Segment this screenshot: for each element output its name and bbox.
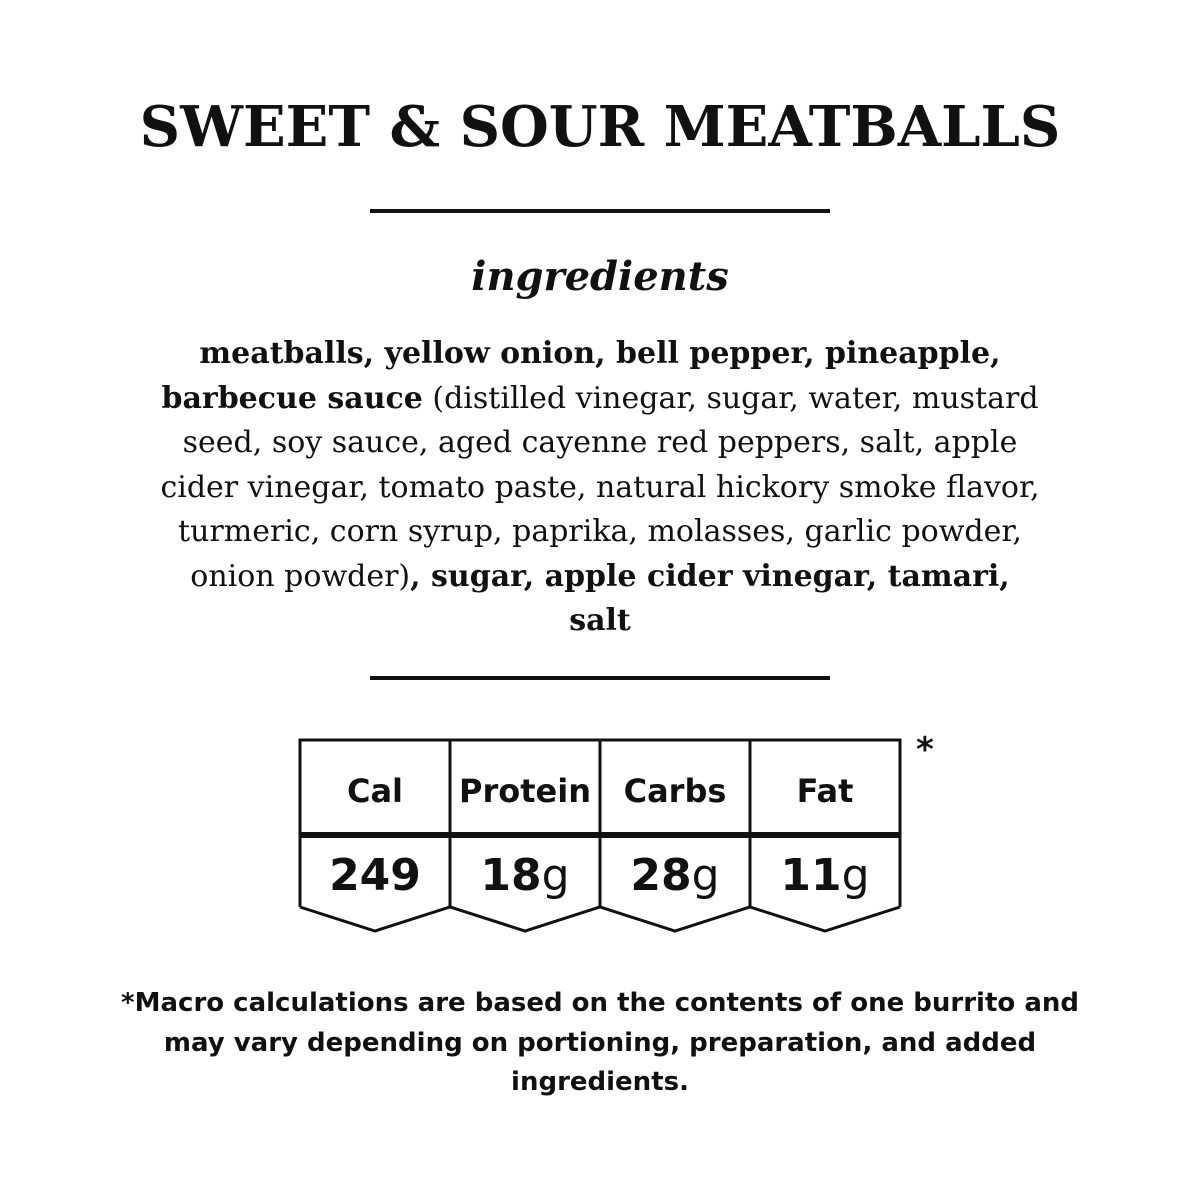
macro-label-carbs: Carbs <box>623 772 727 810</box>
macro-value-carbs <box>600 848 750 904</box>
recipe-title: SWEET & SOUR MEATBALLS <box>139 94 1061 160</box>
macro-value-fat <box>750 848 900 904</box>
macro-table-frame <box>290 730 970 945</box>
macro-number: 28 <box>630 850 692 901</box>
macro-asterisk: * <box>916 730 934 770</box>
ingredients-heading: ingredients <box>471 253 729 300</box>
ingredients-list <box>160 332 1040 644</box>
macro-number: 249 <box>329 850 421 901</box>
macro-unit: g <box>691 850 720 901</box>
macro-unit: g <box>541 850 570 901</box>
ingredients-main: meatballs, yellow onion, bell pepper, pineapple, barbecue sauce <box>161 336 1001 416</box>
divider-bottom <box>370 676 830 680</box>
macro-label-cal: Cal <box>346 772 404 810</box>
macro-value-protein <box>450 848 600 904</box>
macro-value-cal <box>300 848 450 904</box>
ingredients-extra: , sugar, apple cider vinegar, tamari, salt <box>410 558 1010 638</box>
macro-unit: g <box>841 850 870 901</box>
divider-top <box>370 209 830 213</box>
macro-label-fat: Fat <box>796 772 854 810</box>
macro-label-protein: Protein <box>459 772 591 810</box>
macro-number: 18 <box>480 850 542 901</box>
ingredients-sauce-detail: (distilled vinegar, sugar, water, mustard seed, soy sauce, aged cayenne red peppers, salt, apple cider vinegar, tomato paste, natural hickory smoke flavor, turmeric, corn syrup, paprika, molasses, garlic powder, onion powder) <box>160 380 1040 594</box>
macro-number: 11 <box>780 850 842 901</box>
macro-footnote: *Macro calculations are based on the contents of one burrito and may vary depending on portioning, preparation, and added ingredients. <box>121 988 1079 1097</box>
